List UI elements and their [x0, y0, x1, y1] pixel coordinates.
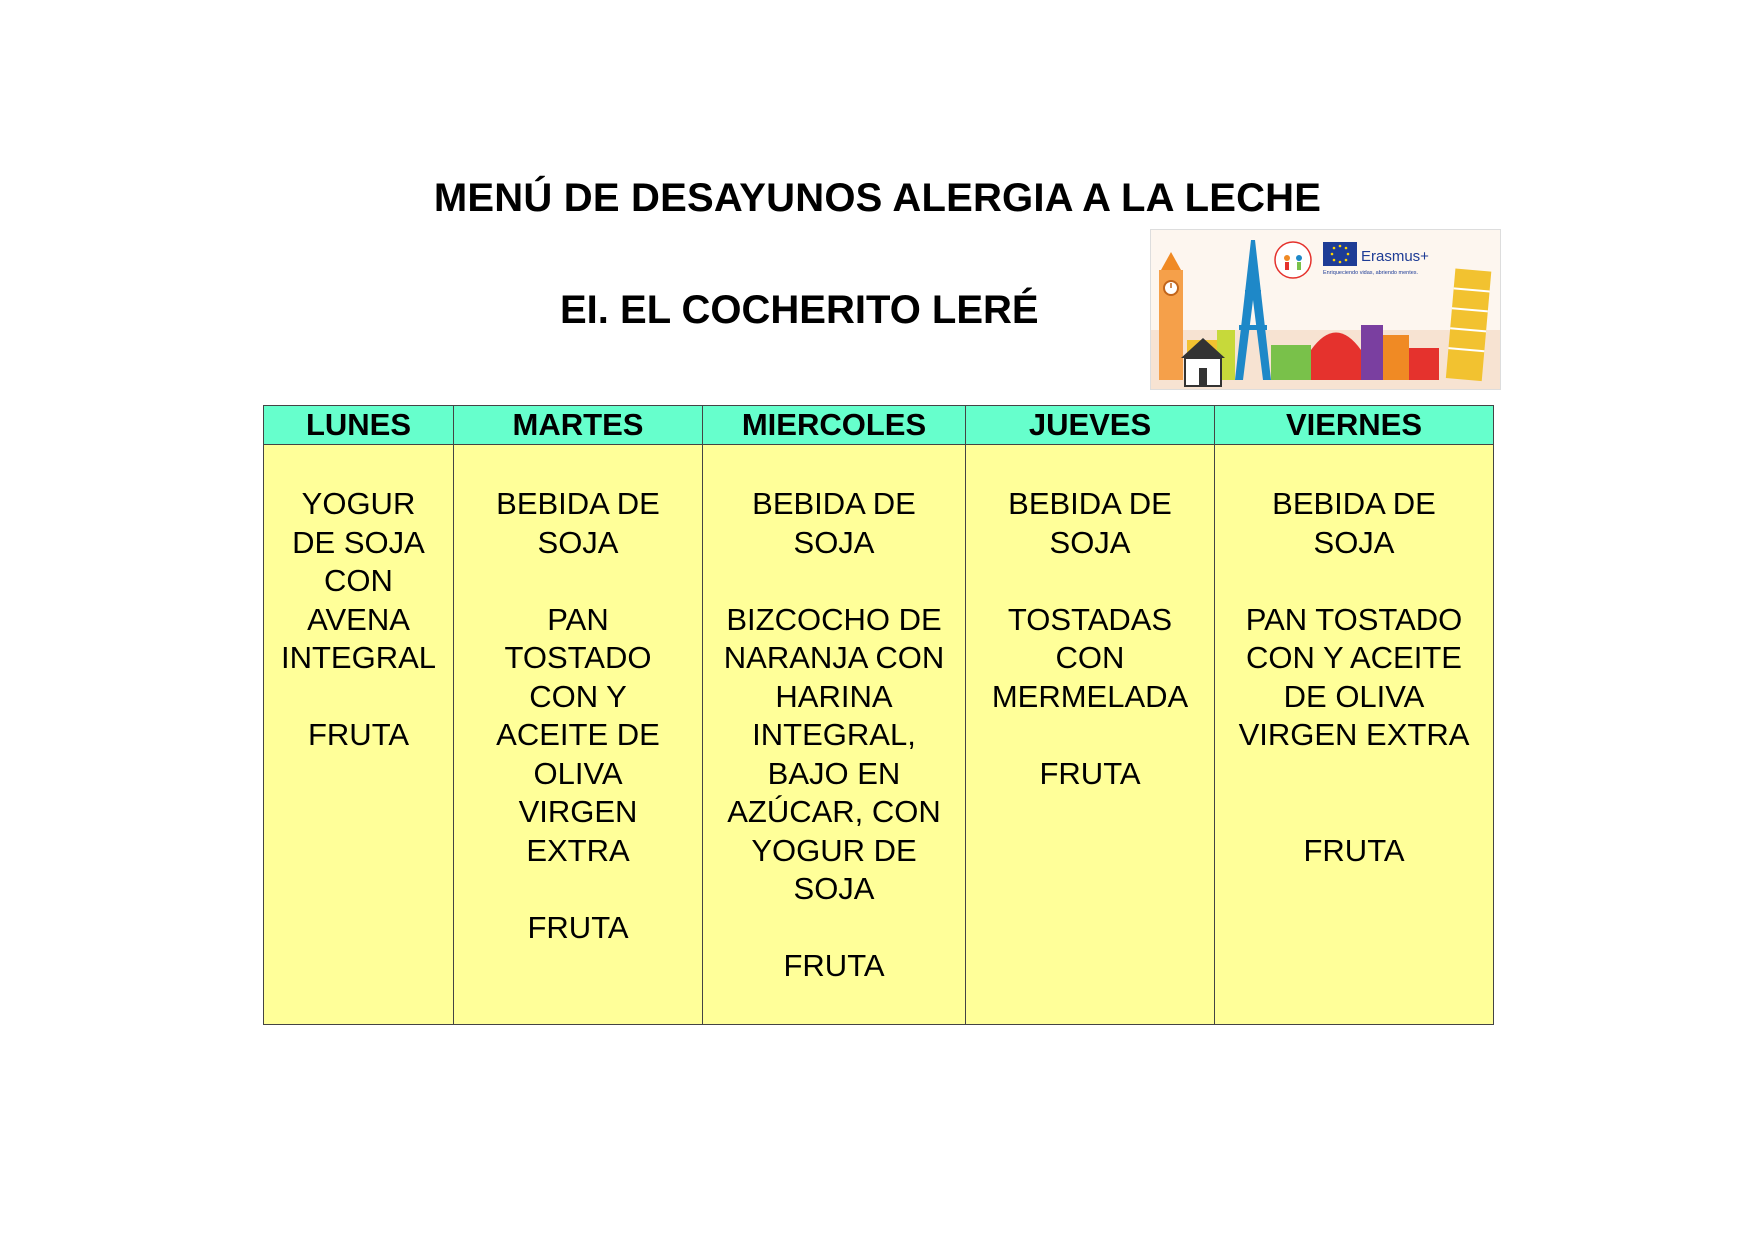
menu-item-line: FRUTA	[527, 909, 629, 945]
menu-item-line: SOJA	[793, 524, 875, 560]
menu-cell-thursday	[966, 445, 1215, 1025]
day-header-wednesday: MIERCOLES	[703, 406, 966, 445]
blank-line	[458, 562, 698, 601]
blank-line	[707, 562, 961, 601]
menu-item-line: VIRGEN EXTRA	[1238, 717, 1470, 752]
menu-item-line: BEBIDA DE	[752, 486, 916, 521]
menu-item-line: HARINA	[775, 678, 893, 714]
menu-item-line: YOGUR	[301, 486, 416, 521]
menu-item-line: TOSTADO	[504, 640, 652, 675]
blank-line	[1219, 793, 1489, 832]
menu-item-line: BEBIDA DE	[1272, 486, 1436, 521]
menu-item-line: FRUTA	[783, 948, 885, 983]
blank-line	[1219, 755, 1489, 794]
menu-item-line: DE OLIVA	[1283, 678, 1425, 714]
erasmus-brand-text: Erasmus+	[1361, 248, 1429, 265]
menu-item-line: CON	[1055, 640, 1125, 675]
blank-line	[1219, 562, 1489, 601]
menu-cell-friday	[1215, 445, 1494, 1025]
day-header-monday: LUNES	[264, 406, 454, 445]
menu-item-line: BIZCOCHO DE	[726, 601, 942, 637]
day-header-thursday: JUEVES	[966, 406, 1215, 445]
blank-line	[268, 678, 449, 717]
blank-line	[707, 909, 961, 948]
eu-flag-icon	[1323, 242, 1357, 266]
menu-title: MENÚ DE DESAYUNOS ALERGIA A LA LECHE	[433, 176, 1322, 220]
menu-item-line: ACEITE DE	[496, 717, 660, 752]
erasmus-tagline: Enriqueciendo vidas, abriendo mentes.	[1323, 270, 1419, 276]
menu-item-line: AVENA	[307, 601, 410, 637]
menu-item-line: FRUTA	[1303, 832, 1405, 868]
blank-line	[970, 716, 1210, 755]
menu-item-line: SOJA	[537, 524, 619, 560]
school-name: EI. EL COCHERITO LERÉ	[560, 288, 1039, 332]
menu-row	[264, 445, 1494, 1025]
menu-item-line: FRUTA	[307, 717, 410, 752]
menu-cell-wednesday	[703, 445, 966, 1025]
menu-item-line: YOGUR DE	[751, 832, 917, 868]
menu-item-line: DE SOJA	[292, 524, 425, 560]
breakfast-menu-table	[263, 405, 1494, 1025]
menu-item-line: AZÚCAR, CON	[727, 794, 941, 829]
menu-item-line: NARANJA CON	[723, 640, 945, 675]
menu-item-line: OLIVA	[533, 755, 623, 791]
menu-item-line: EXTRA	[526, 832, 630, 868]
menu-item-line: PAN	[547, 601, 609, 637]
menu-item-line: CON	[324, 563, 393, 598]
menu-cell-monday	[264, 445, 454, 1025]
menu-item-line: BEBIDA DE	[496, 486, 660, 521]
menu-item-line: VIRGEN	[518, 794, 638, 829]
menu-item-line: BAJO EN	[767, 755, 901, 791]
menu-item-line: TOSTADAS	[1007, 601, 1173, 637]
day-header-tuesday: MARTES	[454, 406, 703, 445]
menu-item-line: PAN TOSTADO	[1245, 601, 1463, 637]
blank-line	[458, 870, 698, 909]
school-logo-icon	[1275, 242, 1311, 278]
blank-line	[970, 562, 1210, 601]
city-skyline-illustration	[1151, 230, 1500, 389]
erasmus-banner	[1150, 229, 1501, 390]
menu-item-line: INTEGRAL	[280, 640, 437, 675]
menu-item-line: SOJA	[1313, 524, 1395, 560]
day-header-row	[264, 406, 1494, 445]
menu-item-line: MERMELADA	[991, 678, 1189, 714]
menu-item-line: CON Y	[529, 678, 627, 714]
menu-item-line: INTEGRAL,	[752, 717, 916, 752]
menu-cell-tuesday	[454, 445, 703, 1025]
menu-item-line: BEBIDA DE	[1008, 486, 1172, 521]
menu-item-line: CON Y ACEITE	[1246, 640, 1462, 675]
menu-item-line: SOJA	[793, 871, 875, 906]
menu-item-line: SOJA	[1049, 524, 1131, 560]
clock-tower-icon	[1159, 252, 1183, 380]
menu-item-line: FRUTA	[1039, 755, 1141, 791]
day-header-friday: VIERNES	[1215, 406, 1494, 445]
